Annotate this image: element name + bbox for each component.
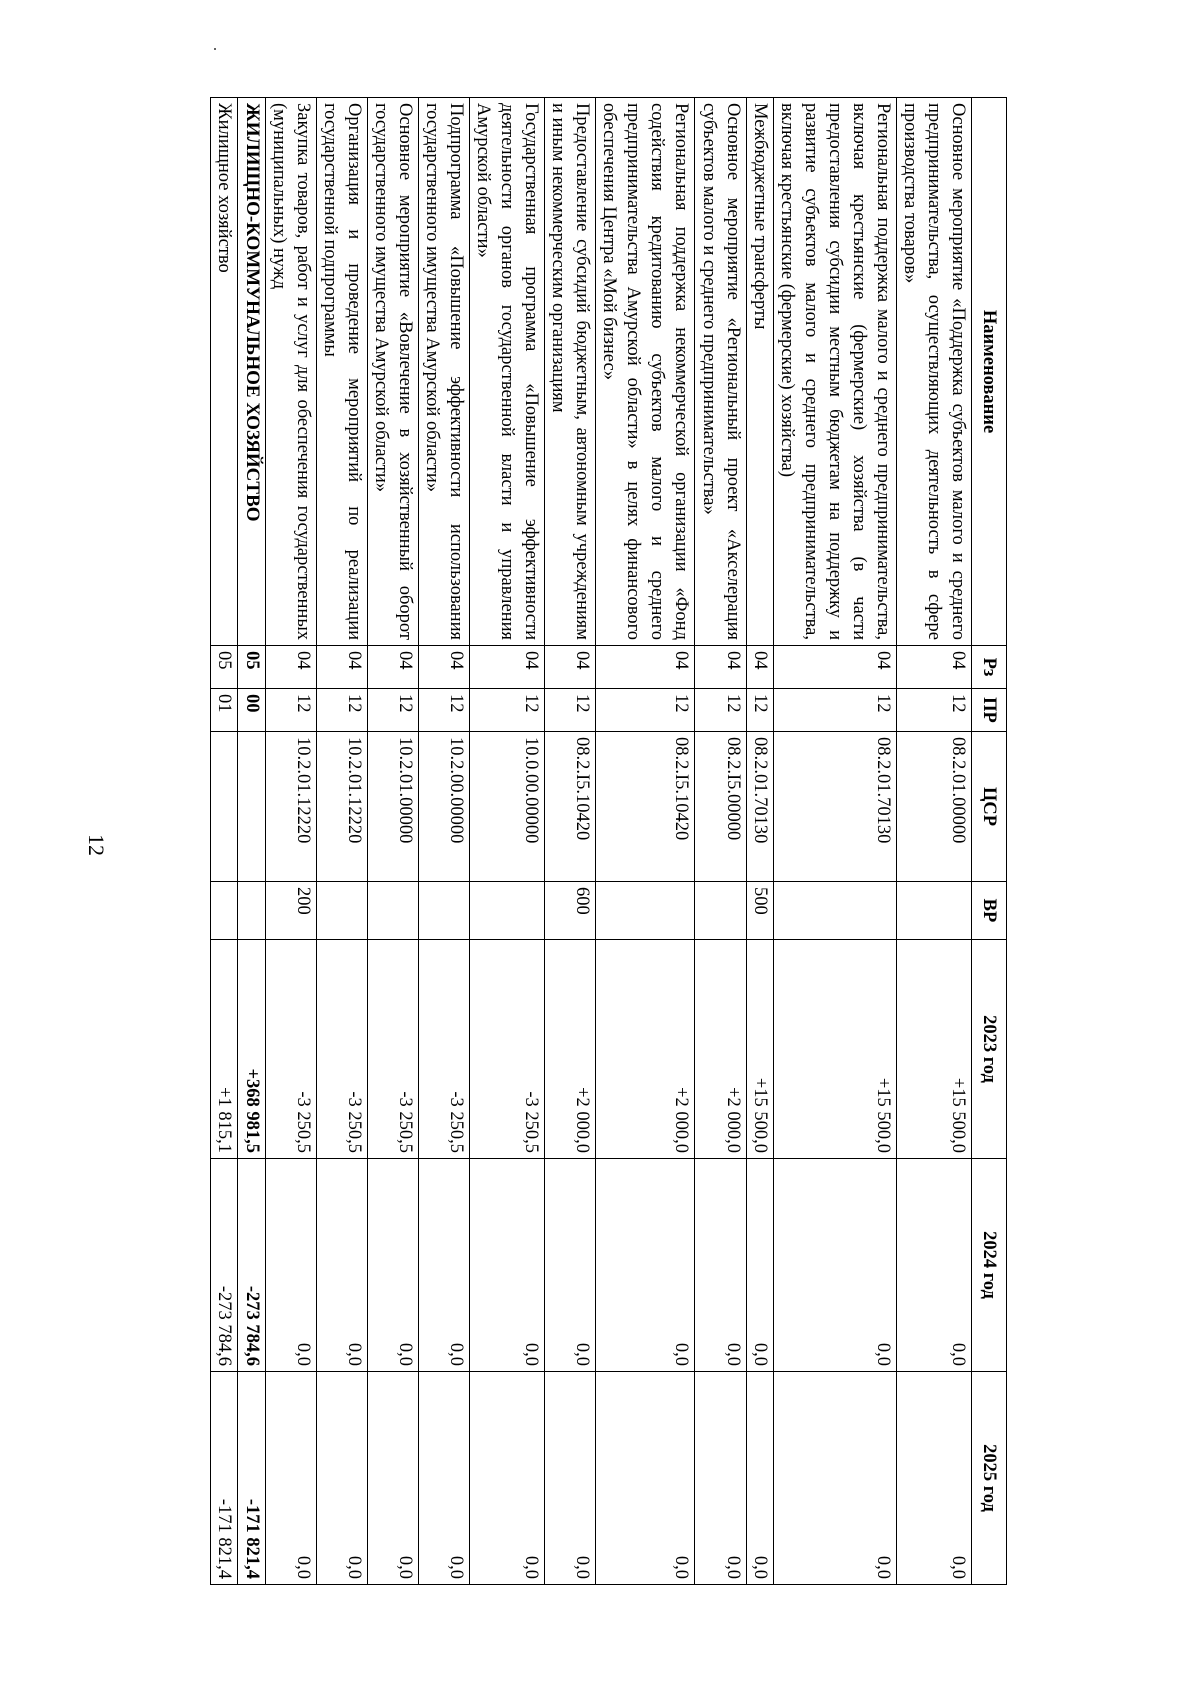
cell-rz: 04 (470, 646, 545, 689)
cell-csr: 10.2.00.00000 (418, 732, 469, 882)
cell-2024: 0,0 (265, 1159, 316, 1372)
cell-2023: +368 981,5 (238, 940, 266, 1159)
cell-2024: 0,0 (470, 1159, 545, 1372)
cell-name: Предоставление субсидий бюджетным, автономным учреждениям и иным некоммерческим организациям (545, 98, 596, 646)
cell-name: Региональная поддержка малого и среднего предпринимательства, включая крестьянские (фермерские) хозяйства (в части предоставления субсидии местным бюджетам на поддержку и развитие субъектов малого и среднего предпринимательства, включая крестьянские (фермерские) хозяйства) (773, 98, 896, 646)
cell-rz: 04 (545, 646, 596, 689)
header-pr: ПР (972, 689, 1007, 732)
cell-2025: 0,0 (596, 1372, 695, 1585)
cell-rz: 04 (265, 646, 316, 689)
table-row (596, 98, 695, 1585)
cell-vr: 500 (746, 882, 773, 940)
cell-2023: +2 000,0 (596, 940, 695, 1159)
cell-2024: 0,0 (746, 1159, 773, 1372)
cell-2024: 0,0 (545, 1159, 596, 1372)
cell-2025: 0,0 (265, 1372, 316, 1585)
cell-2025: 0,0 (316, 1372, 367, 1585)
cell-2023: -3 250,5 (418, 940, 469, 1159)
cell-rz: 04 (773, 646, 896, 689)
cell-2023: -3 250,5 (316, 940, 367, 1159)
rotated-table-wrapper (198, 97, 1007, 1584)
page-number: 12 (84, 834, 109, 856)
cell-rz: 04 (418, 646, 469, 689)
table-header-row (972, 98, 1007, 1585)
cell-2025: 0,0 (545, 1372, 596, 1585)
cell-2025: 0,0 (773, 1372, 896, 1585)
cell-vr (470, 882, 545, 940)
cell-2025: 0,0 (695, 1372, 746, 1585)
cell-2023: +15 500,0 (896, 940, 971, 1159)
table-row (746, 98, 773, 1585)
cell-2023: +15 500,0 (773, 940, 896, 1159)
cell-pr: 12 (773, 689, 896, 732)
cell-csr: 08.2.01.70130 (773, 732, 896, 882)
cell-2023: +2 000,0 (545, 940, 596, 1159)
cell-vr (773, 882, 896, 940)
cell-vr: 600 (545, 882, 596, 940)
header-csr: ЦСР (972, 732, 1007, 882)
header-name: Наименование (972, 98, 1007, 646)
header-2023: 2023 год (972, 940, 1007, 1159)
cell-vr (596, 882, 695, 940)
cell-csr: 10.2.01.00000 (367, 732, 418, 882)
cell-name: Региональная поддержка некоммерческой организации «Фонд содействия кредитованию субъектов малого и среднего предпринимательства Амурской области» в целях финансового обеспечения Центра «Мой бизнес» (596, 98, 695, 646)
cell-pr: 12 (265, 689, 316, 732)
table-row (695, 98, 746, 1585)
cell-rz: 04 (746, 646, 773, 689)
table-row (470, 98, 545, 1585)
cell-2024: 0,0 (773, 1159, 896, 1372)
cell-name: Государственная программа «Повышение эффективности деятельности органов государственной власти и управления Амурской области» (470, 98, 545, 646)
table-row (418, 98, 469, 1585)
cell-2023: -3 250,5 (367, 940, 418, 1159)
cell-name: Закупка товаров, работ и услуг для обеспечения государственных (муниципальных) нужд (265, 98, 316, 646)
cell-2025: 0,0 (367, 1372, 418, 1585)
cell-pr: 12 (316, 689, 367, 732)
cell-2023: +2 000,0 (695, 940, 746, 1159)
cell-pr: 12 (418, 689, 469, 732)
cell-csr: 10.2.01.12220 (265, 732, 316, 882)
cell-pr: 12 (746, 689, 773, 732)
header-rz: Рз (972, 646, 1007, 689)
cell-name: Основное мероприятие «Поддержка субъектов малого и среднего предпринимательства, осуществляющих деятельность в сфере производства товаров» (896, 98, 971, 646)
cell-name: Основное мероприятие «Региональный проект «Акселерация субъектов малого и среднего предпринимательства» (695, 98, 746, 646)
cell-2025: 0,0 (418, 1372, 469, 1585)
cell-2024: -273 784,6 (238, 1159, 266, 1372)
table-row (238, 98, 266, 1585)
header-2025: 2025 год (972, 1372, 1007, 1585)
cell-vr (367, 882, 418, 940)
table-row (773, 98, 896, 1585)
cell-csr: 08.2.I5.10420 (545, 732, 596, 882)
cell-name: Жилищное хозяйство (210, 98, 237, 646)
cell-vr (210, 882, 237, 940)
cell-rz: 05 (238, 646, 266, 689)
cell-2024: 0,0 (316, 1159, 367, 1372)
cell-vr (316, 882, 367, 940)
header-2024: 2024 год (972, 1159, 1007, 1372)
scan-speck (214, 48, 216, 50)
cell-vr (418, 882, 469, 940)
cell-csr: 08.2.01.00000 (896, 732, 971, 882)
table-body (210, 98, 971, 1585)
cell-vr (896, 882, 971, 940)
header-vr: ВР (972, 882, 1007, 940)
cell-2024: 0,0 (695, 1159, 746, 1372)
cell-pr: 00 (238, 689, 266, 732)
cell-csr: 10.0.00.00000 (470, 732, 545, 882)
cell-csr: 10.2.01.12220 (316, 732, 367, 882)
cell-pr: 01 (210, 689, 237, 732)
table-row (210, 98, 237, 1585)
table-row (316, 98, 367, 1585)
table-row (367, 98, 418, 1585)
cell-2025: 0,0 (746, 1372, 773, 1585)
cell-2024: 0,0 (418, 1159, 469, 1372)
cell-2025: -171 821,4 (238, 1372, 266, 1585)
table-row (896, 98, 971, 1585)
cell-pr: 12 (596, 689, 695, 732)
cell-name: Организация и проведение мероприятий по реализации государственной подпрограммы (316, 98, 367, 646)
cell-rz: 04 (896, 646, 971, 689)
table-row (545, 98, 596, 1585)
table-row (265, 98, 316, 1585)
cell-rz: 04 (316, 646, 367, 689)
cell-2025: 0,0 (896, 1372, 971, 1585)
cell-pr: 12 (695, 689, 746, 732)
cell-pr: 12 (545, 689, 596, 732)
cell-2023: -3 250,5 (470, 940, 545, 1159)
cell-2023: -3 250,5 (265, 940, 316, 1159)
cell-name: Подпрограмма «Повышение эффективности использования государственного имущества Амурской области» (418, 98, 469, 646)
cell-rz: 04 (695, 646, 746, 689)
cell-2024: 0,0 (596, 1159, 695, 1372)
cell-csr (210, 732, 237, 882)
cell-pr: 12 (470, 689, 545, 732)
cell-csr (238, 732, 266, 882)
cell-name: Межбюджетные трансферты (746, 98, 773, 646)
cell-pr: 12 (896, 689, 971, 732)
cell-2024: 0,0 (896, 1159, 971, 1372)
cell-2023: +1 815,1 (210, 940, 237, 1159)
cell-vr (695, 882, 746, 940)
cell-2025: -171 821,4 (210, 1372, 237, 1585)
cell-name: ЖИЛИЩНО-КОММУНАЛЬНОЕ ХОЗЯЙСТВО (238, 98, 266, 646)
cell-csr: 08.2.01.70130 (746, 732, 773, 882)
budget-table (210, 97, 1007, 1585)
cell-rz: 04 (596, 646, 695, 689)
cell-2024: -273 784,6 (210, 1159, 237, 1372)
cell-csr: 08.2.I5.10420 (596, 732, 695, 882)
cell-pr: 12 (367, 689, 418, 732)
cell-rz: 05 (210, 646, 237, 689)
cell-vr (238, 882, 266, 940)
cell-2025: 0,0 (470, 1372, 545, 1585)
cell-2023: +15 500,0 (746, 940, 773, 1159)
cell-rz: 04 (367, 646, 418, 689)
cell-vr: 200 (265, 882, 316, 940)
cell-name: Основное мероприятие «Вовлечение в хозяйственный оборот государственного имущества Амурской области» (367, 98, 418, 646)
cell-csr: 08.2.I5.00000 (695, 732, 746, 882)
cell-2024: 0,0 (367, 1159, 418, 1372)
